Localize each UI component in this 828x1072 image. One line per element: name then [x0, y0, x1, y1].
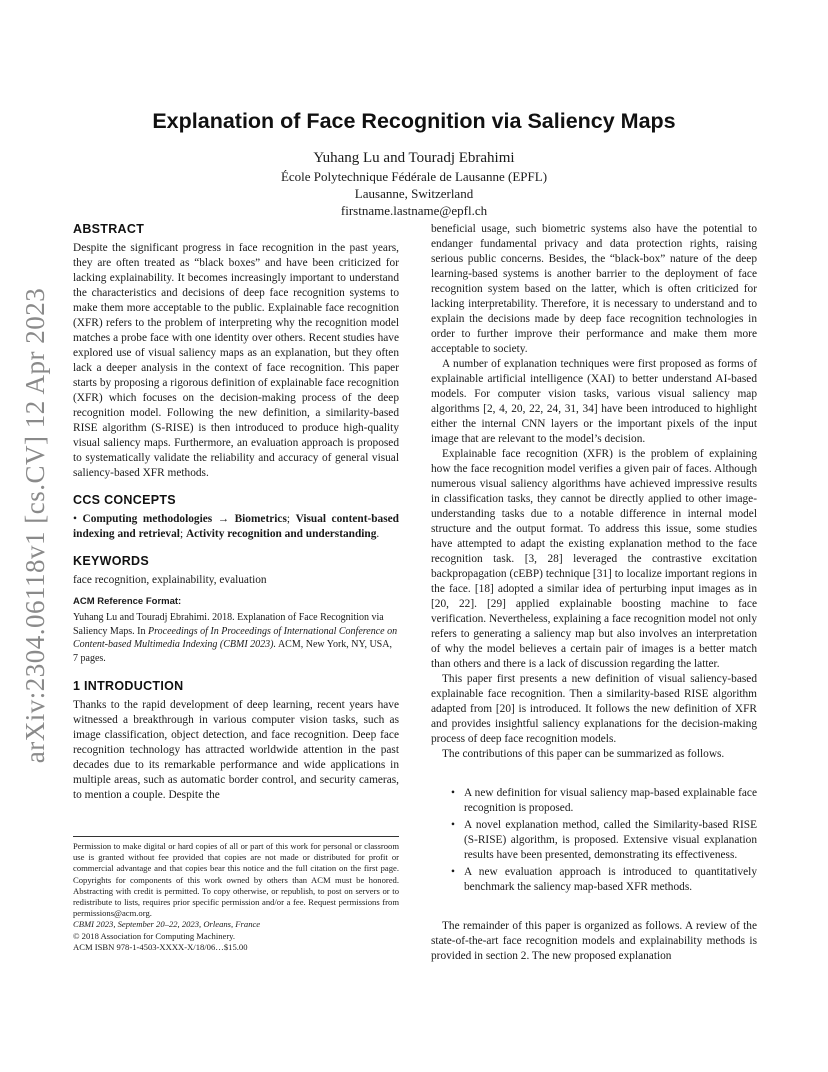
list-item: • A new definition for visual saliency map-based explainable face recognition is proposed.	[451, 787, 757, 814]
introduction-heading: 1 INTRODUCTION	[73, 679, 184, 693]
bullet: •	[451, 866, 455, 878]
copyright-line: © 2018 Association for Computing Machinery.	[73, 930, 236, 941]
ccs-concept-3: Activity recognition and understanding	[185, 528, 377, 540]
conference-info: CBMI 2023, September 20–22, 2023, Orleans, France	[73, 919, 261, 930]
paragraph: A number of explanation techniques were first proposed as forms of explainable artificial intelligence (XAI) to better understand AI-based models. For computer vision tasks, various visual saliency map algorithms [2, 4, 20, 22, 24, 31, 34] have been introduced to highlight either the internal CNN layers or the important pixels of the input image that are relevant to the model’s decision.	[431, 358, 757, 445]
paragraph: Explainable face recognition (XFR) is the problem of explaining how the face recognition model verifies a given pair of faces. Although numerous visual saliency algorithms have achieved impressive results in classification tasks, they cannot be directly applied to other image-understanding tasks due to a notable difference in internal model structure and the output format. To address this issue, some studies have attempted to adapt the existing explanation method to the face recognition task. [3, 28] leveraged the contrastive excitation backpropagation (cEBP) technique [31] to localize important regions in the face. [18] adopted a similar idea of perturbing input images as in [20, 22]. [29] applied explainable boosting machine to face verification. Nevertheless, explaining a face recognition model not only refers to generating a saliency map but also involves an interpretation of why the model believes a certain pair of images is a better match than others and there is a lack of discussion regarding the latter.	[431, 448, 757, 670]
affiliation: École Polytechnique Fédérale de Lausanne (EPFL)	[280, 169, 548, 184]
right-column	[431, 222, 757, 964]
location: Lausanne, Switzerland	[354, 186, 474, 201]
permission-notice: Permission to make digital or hard copies of all or part of this work for personal or classroom use is granted without fee provided that copies are not made or distributed for profit or commercial advantage and that copies bear this notice and the full citation on the first page. Copyrights for components of this work owned by others than ACM must be honored. Abstracting with credit is permitted. To copy otherwise, or republish, to post on servers or to redistribute to lists, requires prior specific permission and/or a fee. Request permissions from permissions@acm.org.	[73, 841, 399, 919]
ccs-heading: CCS CONCEPTS	[73, 493, 176, 507]
introduction-paragraph: Thanks to the rapid development of deep learning, recent years have witnessed a breakthrough in various computer vision tasks, such as image classification, object detection, and face recognition. Deep face recognition technology has attracted worldwide attention in the past decades due to its remarkable performance and wide applications in multiple areas, such as automatic border control, and security cameras, to mention a couple. Despite the	[73, 699, 399, 801]
contributions-list	[431, 786, 757, 895]
author-names: Yuhang Lu and Touradj Ebrahimi	[313, 150, 515, 166]
ccs-concept-2: Visual content-based indexing and retrieval	[73, 513, 399, 540]
bullet: •	[451, 787, 455, 799]
list-item: • A new evaluation approach is introduced to quantitatively benchmark the saliency map-based XFR methods.	[451, 866, 757, 893]
copyright-footnote	[73, 836, 399, 953]
paragraph: beneficial usage, such biometric systems also have the potential to endanger fundamental privacy and data protection rights, raising serious public concerns. Besides, the “black-box” nature of the deep learning-based systems is another barrier to the deployment of face recognition system based on the latter, which is often criticized for lacking interpretability. Therefore, it is necessary to understand and to explain the decisions made by deep face recognition technologies in order to further improve their performance and make them more acceptable to society.	[431, 223, 757, 355]
left-column	[73, 222, 399, 803]
list-item: • A novel explanation method, called the Similarity-based RISE (S-RISE) algorithm, is proposed. Extensive visual explanation results have been presented, demonstrating its effectiveness.	[451, 819, 757, 861]
abstract-text: Despite the significant progress in face recognition in the past years, they are often treated as “black boxes” and have been criticized for lacking explainability. It becomes increasingly important to understand the characteristics and decisions of deep face recognition systems to make them more acceptable to the public. Explainable face recognition (XFR) refers to the problem of interpreting why the recognition model matches a probe face with one identity over others. Recent studies have explored use of visual saliency maps as an explanation, but they often lack a deeper analysis in the context of face recognition. This paper starts by proposing a rigorous definition of explainable face recognition (XFR) which focuses on the decision-making process of the deep recognition model. Following the new definition, a similarity-based RISE algorithm (S-RISE) is then introduced to produce high-quality visual saliency maps. Furthermore, an evaluation approach is proposed to systematically validate the reliability and accuracy of general visual saliency-based XFR methods.	[73, 242, 399, 479]
acm-reference-text: Yuhang Lu and Touradj Ebrahimi. 2018. Explanation of Face Recognition via Saliency Maps. In Proceedings of In Proceedings of International Conference on Content-based Multimedia Indexing (CBMI 2023). ACM, New York, NY, USA, 7 pages.	[73, 612, 398, 664]
author-block	[72, 148, 756, 219]
ccs-concept-1: Computing methodologies → Biometrics	[82, 513, 287, 525]
isbn-line: ACM ISBN 978-1-4503-XXXX-X/18/06…$15.00	[73, 941, 248, 952]
keywords-heading: KEYWORDS	[73, 554, 150, 568]
paragraph: The remainder of this paper is organized as follows. A review of the state-of-the-art face recognition models and explainability methods is provided in section 2. The new proposed explanation	[431, 920, 757, 962]
arxiv-identifier: arXiv:2304.06118v1 [cs.CV] 12 Apr 2023	[20, 287, 51, 763]
paragraph: This paper first presents a new definition of visual saliency-based explainable face recognition. Then a similarity-based RISE algorithm adapted from [20] is introduced. It follows the new definition of XFR and provides insightful saliency explanations for the decision-making process of deep face recognition models.	[431, 673, 757, 745]
paper-title: Explanation of Face Recognition via Saliency Maps	[152, 109, 676, 133]
ccs-bullet: •	[73, 513, 77, 525]
ccs-concepts: • Computing methodologies → Biometrics; Visual content-based indexing and retrieval; Activity recognition and understanding.	[73, 513, 399, 540]
abstract-heading: ABSTRACT	[73, 222, 145, 236]
bullet: •	[451, 819, 455, 831]
acm-reference-heading: ACM Reference Format:	[73, 596, 182, 607]
keywords-text: face recognition, explainability, evaluation	[73, 574, 267, 586]
email: firstname.lastname@epfl.ch	[340, 203, 488, 218]
paragraph: The contributions of this paper can be summarized as follows.	[442, 748, 725, 760]
